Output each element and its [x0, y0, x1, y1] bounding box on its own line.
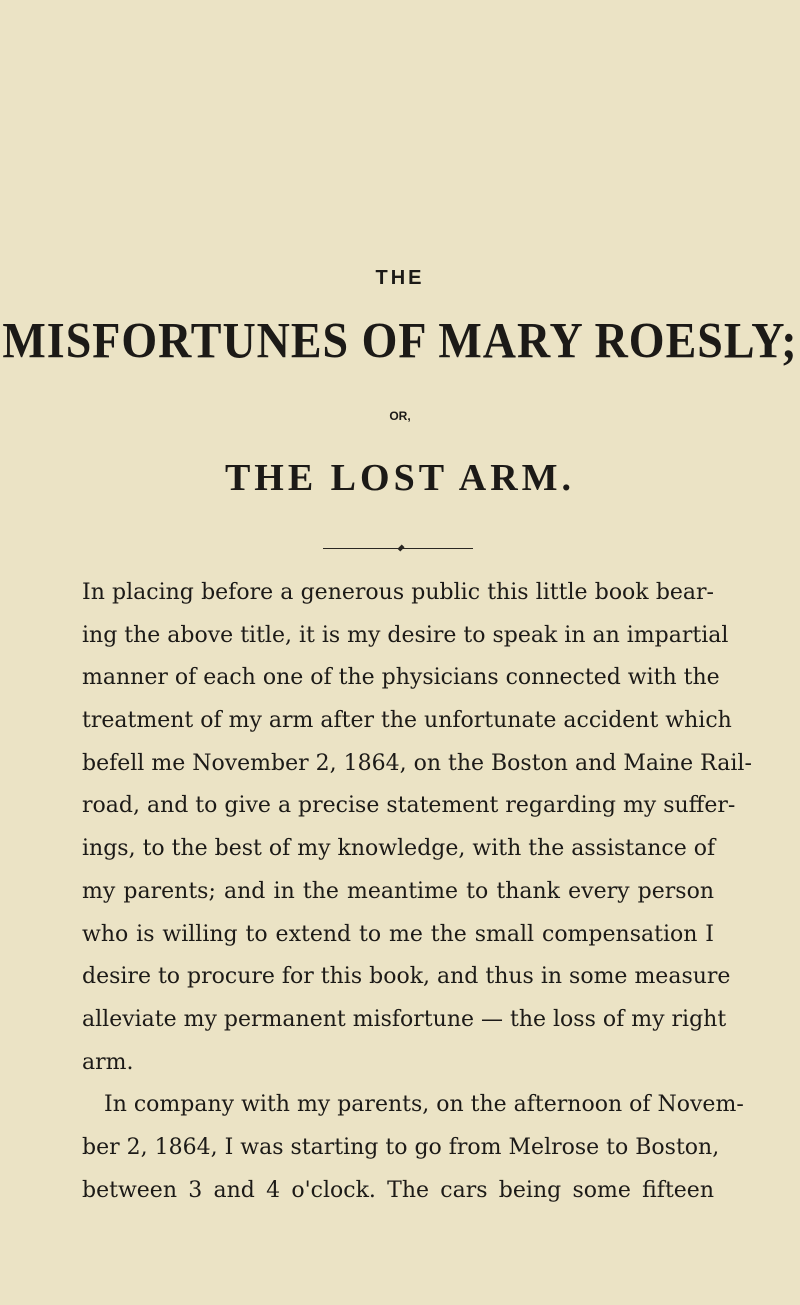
text-line: desire to procure for this book, and thus in some measure [82, 964, 731, 990]
divider-ornament-icon [397, 544, 404, 551]
text-line: road, and to give a precise statement regarding my suffer- [82, 793, 736, 819]
book-subtitle: THE LOST ARM. [224, 457, 576, 499]
title-or: OR, [389, 409, 411, 423]
text-line: treatment of my arm after the unfortunate accident which [82, 708, 732, 734]
text-line: my parents; and in the meantime to thank every person [82, 878, 714, 904]
text-line: arm. [82, 1049, 134, 1075]
text-line: who is willing to extend to me the small compensation I [82, 921, 714, 947]
text-line: ing the above title, it is my desire to speak in an impartial [82, 622, 729, 648]
text-line: ings, to the best of my knowledge, with the assistance of [82, 836, 716, 862]
body-text [82, 572, 752, 1212]
text-line: In placing before a generous public this little book bear- [82, 580, 714, 605]
heading-the: THE [375, 267, 425, 289]
text-line: ber 2, 1864, I was starting to go from Melrose to Boston, [82, 1134, 720, 1160]
text-line: manner of each one of the physicians connected with the [82, 665, 720, 691]
text-line: befell me November 2, 1864, on the Boston and Maine Rail- [82, 750, 752, 776]
text-line: In company with my parents, on the afternoon of Novem- [104, 1092, 744, 1118]
text-line: alleviate my permanent misfortune — the loss of my right [82, 1006, 727, 1032]
text-line: between 3 and 4 o'clock. The cars being some fifteen [82, 1177, 714, 1203]
book-title: MISFORTUNES OF MARY ROESLY; [2, 312, 798, 369]
